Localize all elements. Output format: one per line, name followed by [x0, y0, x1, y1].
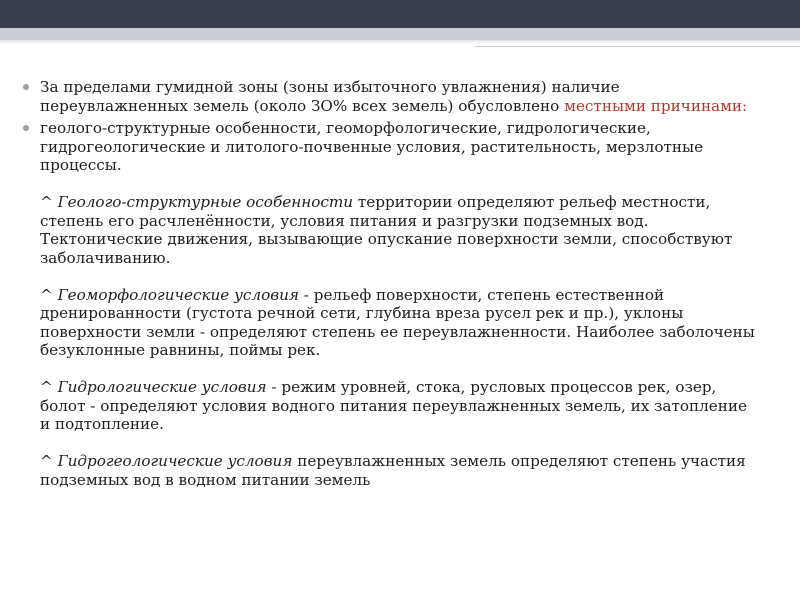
paragraph-geomorphology-text: - рельеф поверхности, степень естественной дренированности (густота речной сети, глубина вреза русел рек и пр.), уклоны поверхности земли - определяют степень ее переувлажненности. Наиболее заболочены безуклонные равнины, поймы рек. [40, 285, 755, 359]
paragraph-geomorphology [40, 286, 760, 360]
paragraph-geology-text: территории определяют рельеф местности, степень его расчленённости, условия питания и разгрузки подземных вод. Тектонические движения, вызывающие опускание поверхности земли, способствуют заболачиванию. [40, 193, 733, 267]
header-bar [0, 0, 800, 28]
paragraph-hydrogeology [40, 452, 760, 489]
bullet-dot-icon [23, 125, 29, 131]
slide-content [20, 78, 760, 489]
term-geology: Геолого-структурные особенности [57, 193, 354, 211]
paragraph-hydrogeology-text: переувлажненных земель определяют степень участия подземных вод в водном питании земель [40, 452, 746, 489]
caret-marker: ^ [40, 285, 58, 304]
bullet-2-intro: геолого-структурные особенности, геоморфологические, гидрологические, гидрогеологические и литолого-почвенные условия, растительность, мерзлотные процессы. [40, 119, 704, 174]
caret-marker: ^ [40, 193, 58, 211]
bullet-1-text: За пределами гумидной зоны (зоны избыточного увлажнения) наличие переувлажненных земель (около ЗО% всех земель) обусловлено [40, 78, 620, 115]
paragraph-geology [40, 193, 760, 267]
bullet-dot-icon [23, 84, 29, 90]
paragraph-hydrology [40, 378, 760, 434]
bullet-1-highlight: местными причинами: [564, 96, 748, 115]
header-band [0, 28, 800, 40]
caret-marker: ^ [40, 378, 58, 396]
bullet-item-2 [20, 119, 760, 489]
header-accent-rule [474, 46, 800, 47]
paragraph-hydrology-text: - режим уровней, стока, русловых процессов рек, озер, болот - определяют условия водного питания переувлажненных земель, их затопление и подтопление. [40, 378, 748, 433]
header-shadow [0, 40, 800, 44]
caret-marker: ^ [40, 452, 58, 470]
term-geomorphology: Геоморфологические условия [57, 285, 299, 304]
bullet-item-1 [20, 78, 760, 115]
term-hydrology: Гидрологические условия [57, 378, 267, 396]
term-hydrogeology: Гидрогеологические условия [57, 452, 293, 470]
